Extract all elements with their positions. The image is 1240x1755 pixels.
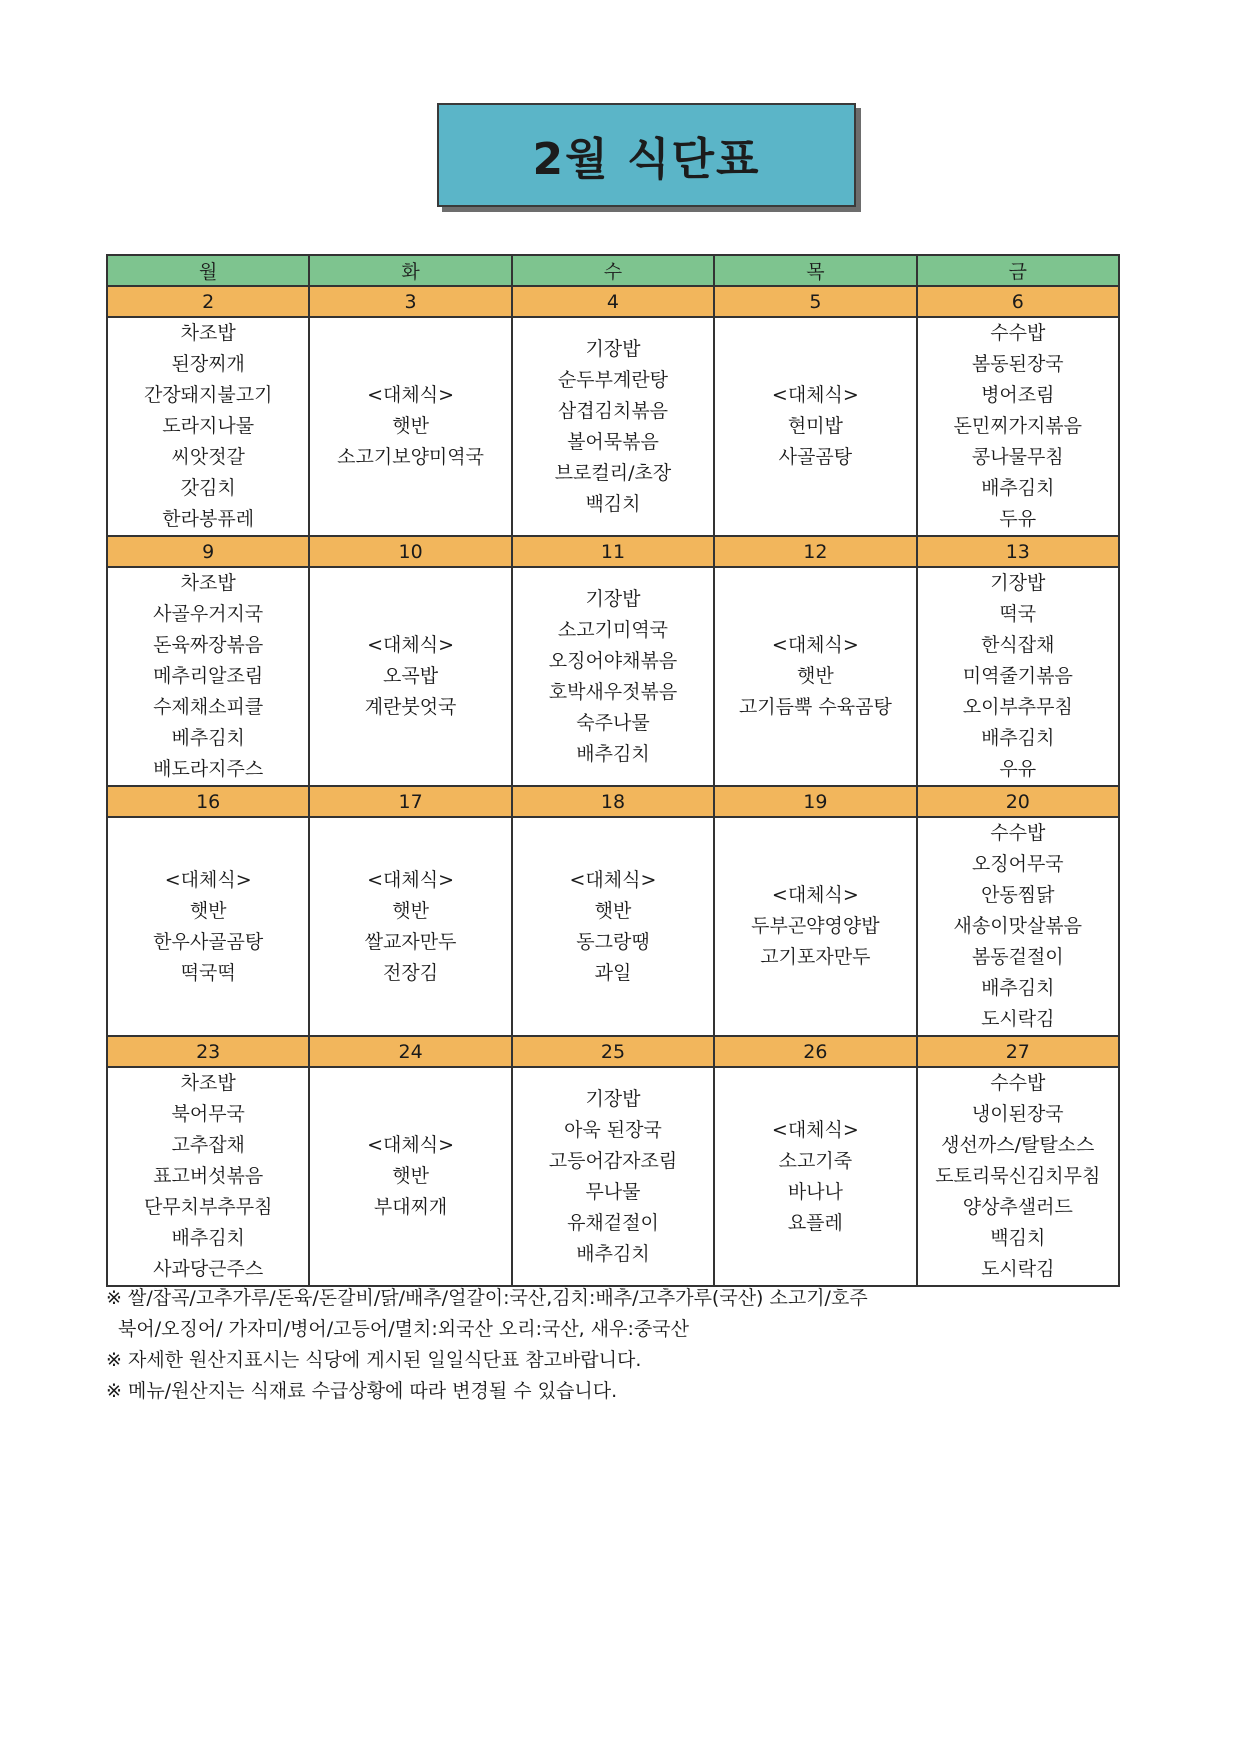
menu-item: 소고기죽 [778,1149,853,1172]
menu-item: 새송이맛살볶음 [953,915,1083,937]
menu-cell [512,317,714,536]
menu-item: 미역줄기볶음 [962,665,1073,687]
menu-item: <대체식> [771,884,859,906]
menu-item: <대체식> [367,868,455,891]
menu-item: 우유 [999,758,1037,780]
menu-item: 기장밥 [990,572,1046,594]
menu-item: 도토리묵신김치무침 [935,1165,1101,1187]
menu-item: 도시락김 [981,1008,1055,1030]
menu-cell [512,567,714,786]
menu-item: 브로컬리/초장 [554,461,672,484]
menu-item: 햇반 [392,1165,429,1187]
menu-item: 표고버섯볶음 [153,1165,264,1187]
date-cell: 23 [107,1036,309,1067]
menu-item: 수제채소피클 [153,696,264,718]
menu-body [107,286,1119,1286]
menu-item: 햇반 [797,665,834,687]
date-row [107,536,1119,567]
menu-item: 배추김치 [981,977,1055,999]
menu-item: 단무치부추무침 [143,1196,273,1218]
date-cell: 19 [714,786,916,817]
menu-row [107,817,1119,1036]
menu-item: 유채겉절이 [567,1211,659,1234]
date-row [107,1036,1119,1067]
menu-item: 차조밥 [180,1072,236,1094]
date-cell: 17 [309,786,511,817]
menu-item: 차조밥 [180,572,236,594]
menu-item: 된장찌개 [171,353,245,375]
menu-item: 동그랑땡 [576,930,650,953]
menu-item: 아욱 된장국 [564,1118,662,1141]
menu-item: 돈육짜장볶음 [153,634,264,656]
menu-item: 과일 [594,961,632,984]
date-cell: 10 [309,536,511,567]
menu-item: 봄동된장국 [971,353,1064,375]
menu-item: 소고기미역국 [557,618,669,641]
menu-item: <대체식> [771,384,859,406]
menu-item: 사골우거지국 [153,603,264,625]
menu-cell [714,817,916,1036]
menu-item: 병어조림 [981,384,1055,406]
date-cell: 20 [917,786,1119,817]
note-line: ※ 쌀/잡곡/고추가루/돈육/돈갈비/닭/배추/얼갈이:국산,김치:배추/고추가루(국산) 소고기/호주 [106,1287,868,1309]
menu-item: <대체식> [771,1118,859,1141]
menu-table [106,254,1120,1287]
menu-item: 배추김치 [576,1242,650,1265]
menu-row [107,567,1119,786]
date-cell: 3 [309,286,511,317]
note-line: ※ 메뉴/원산지는 식재료 수급상황에 따라 변경될 수 있습니다. [106,1380,618,1402]
menu-item: 수수밥 [990,1072,1046,1094]
menu-cell [512,1067,714,1286]
menu-item: <대체식> [771,634,859,656]
menu-item: 쌀교자만두 [364,930,457,953]
menu-item: 햇반 [189,899,227,922]
menu-item: 차조밥 [180,322,236,344]
weekday-header-row [107,255,1119,286]
date-cell: 25 [512,1036,714,1067]
title-banner [437,103,856,207]
weekday-header: 금 [917,255,1119,286]
menu-item: 북어무국 [171,1103,245,1125]
menu-item: <대체식> [569,868,657,891]
menu-cell [714,1067,916,1286]
weekday-header: 화 [309,255,511,286]
menu-item: 바나나 [787,1180,843,1203]
date-cell: 4 [512,286,714,317]
menu-item: 두유 [999,508,1037,530]
menu-item: 떡국 [999,603,1037,625]
menu-item: 오징어야채볶음 [548,649,678,672]
menu-item: 호박새우젓볶음 [548,680,678,703]
menu-item: 백김치 [990,1227,1046,1249]
menu-item: 배도라지주스 [153,758,264,780]
menu-item: 요플레 [787,1211,843,1234]
menu-item: 배추김치 [576,742,650,765]
menu-item: <대체식> [367,634,455,656]
menu-item: 기장밥 [585,1087,641,1110]
date-cell: 5 [714,286,916,317]
menu-item: 전장김 [383,961,439,984]
menu-item: 배추김치 [981,477,1055,499]
menu-cell [917,817,1119,1036]
menu-cell [917,317,1119,536]
menu-item: 고기포자만두 [760,946,871,968]
menu-cell [107,1067,309,1286]
menu-item: 수수밥 [990,822,1046,844]
menu-item: 두부곤약영양밥 [751,915,880,937]
menu-item: 계란붓엇국 [364,696,457,718]
menu-item: 소고기보양미역국 [337,446,484,468]
menu-item: 한우사골곰탕 [153,930,264,953]
date-cell: 9 [107,536,309,567]
menu-item: 냉이된장국 [971,1103,1064,1125]
menu-item: 삼겹김치볶음 [557,399,669,422]
menu-item: 콩나물무침 [971,446,1064,468]
menu-item: 메추리알조림 [153,665,264,687]
menu-item: 순두부계란탕 [557,368,669,391]
menu-cell [309,317,511,536]
weekday-header: 월 [107,255,309,286]
menu-item: 생선까스/탈탈소스 [941,1134,1095,1156]
menu-item: 안동찜닭 [981,884,1055,906]
menu-row [107,317,1119,536]
menu-item: 기장밥 [585,337,641,360]
date-cell: 18 [512,786,714,817]
date-cell: 6 [917,286,1119,317]
date-cell: 26 [714,1036,916,1067]
menu-item: 한식잡채 [981,634,1055,656]
menu-item: 무나물 [585,1180,641,1203]
menu-item: 도시락김 [981,1258,1055,1280]
menu-cell [309,567,511,786]
menu-item: 오징어무국 [971,853,1064,875]
date-cell: 16 [107,786,309,817]
menu-cell [714,317,916,536]
date-cell: 12 [714,536,916,567]
menu-item: 사골곰탕 [778,446,853,468]
menu-item: <대체식> [164,868,252,891]
date-cell: 13 [917,536,1119,567]
menu-item: 배추김치 [981,727,1055,749]
menu-cell [309,817,511,1036]
menu-item: 고등어감자조림 [548,1149,678,1172]
menu-item: 간장돼지불고기 [143,384,273,406]
menu-item: 현미밥 [787,415,843,437]
menu-item: 도라지나물 [162,415,255,437]
menu-cell [107,817,309,1036]
menu-cell [512,817,714,1036]
origin-notes [106,1283,1126,1407]
date-cell: 27 [917,1036,1119,1067]
menu-cell [309,1067,511,1286]
menu-item: 수수밥 [990,322,1046,344]
date-cell: 11 [512,536,714,567]
menu-item: 햇반 [392,899,429,922]
menu-item: <대체식> [367,1134,455,1156]
menu-item: 사과당근주스 [153,1258,264,1280]
menu-item: 떡국떡 [180,961,236,984]
menu-item: 고추잡채 [171,1134,245,1156]
menu-item: 봄동겉절이 [971,946,1064,968]
menu-item: 기장밥 [585,587,641,610]
menu-item: 부대찌개 [373,1196,448,1218]
menu-item: 배추김치 [171,1227,245,1249]
menu-item: 숙주나물 [576,711,650,734]
date-cell: 24 [309,1036,511,1067]
menu-cell [107,317,309,536]
menu-item: 고기듬뿍 수육곰탕 [738,696,892,718]
weekday-header: 수 [512,255,714,286]
menu-item: 양상추샐러드 [962,1196,1073,1218]
menu-cell [714,567,916,786]
menu-item: 한라봉퓨레 [162,508,255,530]
page-title: 2월 식단표 [532,134,761,185]
menu-item: 볼어묵볶음 [567,430,659,453]
menu-item: 씨앗젓갈 [171,446,245,468]
menu-item: 돈민찌가지볶음 [953,415,1083,437]
note-line: 북어/오징어/ 가자미/병어/고등어/멸치:외국산 오리:국산, 새우:중국산 [118,1318,689,1340]
menu-item: 베추김치 [171,727,245,749]
menu-item: 오곡밥 [383,665,439,687]
menu-row [107,1067,1119,1286]
date-row [107,286,1119,317]
date-cell: 2 [107,286,309,317]
note-line: ※ 자세한 원산지표시는 식당에 게시된 일일식단표 참고바랍니다. [106,1349,642,1371]
menu-item: 오이부추무침 [962,696,1073,718]
menu-item: 갓김치 [180,477,236,499]
menu-item: 햇반 [392,415,429,437]
weekday-header: 목 [714,255,916,286]
menu-cell [107,567,309,786]
menu-cell [917,1067,1119,1286]
menu-item: 백김치 [585,492,641,515]
date-row [107,786,1119,817]
menu-cell [917,567,1119,786]
menu-item: <대체식> [367,384,455,406]
menu-item: 햇반 [594,899,632,922]
